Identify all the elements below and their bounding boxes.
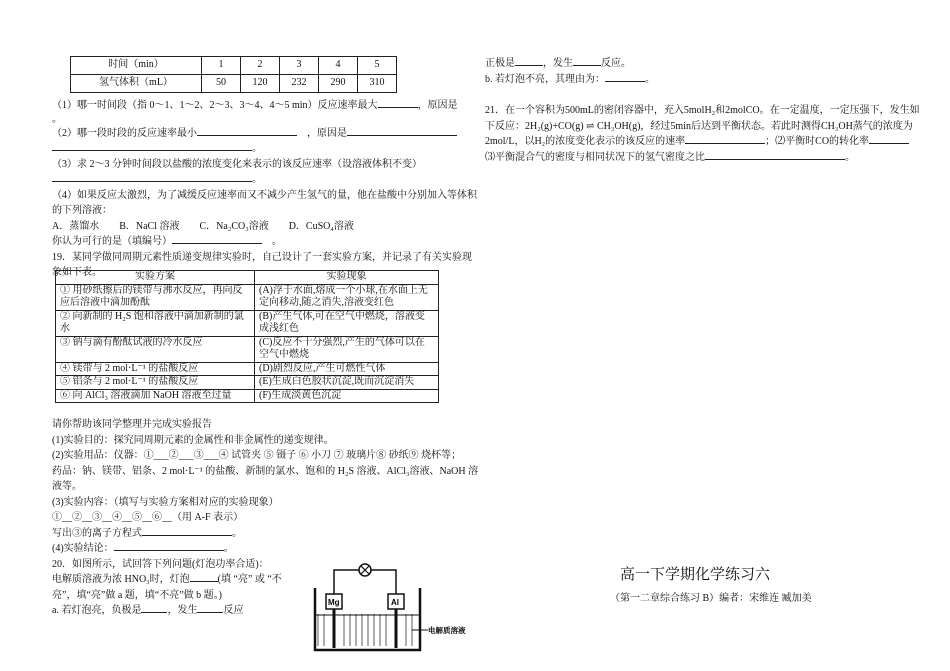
q18-line1: （1）哪一时间段（指 0～1、1～2、2～3、3～4、4～5 min）反应速率最大 (52, 100, 378, 111)
right-column (485, 56, 920, 165)
table-cell: 时间（min） (71, 57, 202, 75)
al-label: Al (391, 598, 399, 607)
answer-blank[interactable] (869, 143, 909, 144)
answer-blank[interactable] (573, 65, 601, 66)
table-cell: ② 向新制的 H₂S 饱和溶液中滴加新制的氯水 (56, 310, 255, 336)
q19-help: 请你帮助该同学整理并完成实验报告 (52, 419, 212, 430)
q20-line4: a. 若灯泡亮，负极是 (52, 605, 142, 616)
table-cell: (C)反应不十分强烈,产生的气体可以在空气中燃烧 (255, 336, 439, 362)
table-cell: 290 (319, 75, 358, 93)
q21-line3: 2mol/L，以H₂的浓度变化表示的该反应的速率 (485, 136, 686, 147)
table-cell: 3 (280, 57, 319, 75)
table-cell: (F)生成淡黄色沉淀 (255, 389, 439, 403)
table-cell: (D)剧烈反应,产生可燃性气体 (255, 362, 439, 376)
table-cell: 2 (241, 57, 280, 75)
table-cell: 1 (202, 57, 241, 75)
answer-blank[interactable] (141, 612, 167, 613)
table-cell: (A)浮于水面,熔成一个小球,在水面上无定向移动,随之消失,溶液变红色 (255, 284, 439, 310)
q18-ask-end: 。 (272, 236, 282, 247)
q19-equation: 写出③的离子方程式 (52, 527, 142, 539)
table-cell: (B)产生气体,可在空气中燃烧，溶液变成浅红色 (255, 310, 439, 336)
q20-line2: 电解质溶液为浓 HNO₃时，灯泡 (52, 574, 190, 585)
answer-blank[interactable] (197, 135, 297, 136)
q20-line3: 亮”，填“亮”做 a 题，填“不亮”做 b 题。) (52, 589, 222, 601)
table-cell: 50 (202, 75, 241, 93)
r-reason: b. 若灯泡不亮，其理由为： (485, 73, 605, 85)
table-cell: ⑤ 铝条与 2 mol·L⁻¹ 的盐酸反应 (56, 376, 255, 390)
answer-blank[interactable] (52, 150, 252, 151)
table-row (71, 75, 397, 93)
q21-line1: 21．在一个容积为500mL的密闭容器中，充入5molH₂和2molCO。在一定温度，一定压强下，发生如 (485, 105, 920, 116)
answer-blank[interactable] (114, 550, 224, 551)
q20-line4-end: 反应 (223, 605, 244, 616)
r-positive-end: 反应。 (601, 58, 631, 69)
question-18 (52, 98, 477, 281)
q19-conclusion-end: 。 (223, 543, 234, 554)
q18-line1-end: ，原因是 (417, 100, 458, 111)
table-cell: ③ 钠与滴有酚酞试液的冷水反应 (56, 336, 255, 362)
table-row (71, 57, 397, 75)
q20-line2-end: (填 “亮” 或 “不 (217, 574, 282, 585)
table-row (56, 310, 439, 336)
answer-blank[interactable] (378, 107, 418, 108)
answer-blank[interactable] (197, 612, 223, 613)
table-row (56, 389, 439, 403)
q18-line3: （3）求 2～3 分钟时间段以盐酸的浓度变化来表示的该反应速率（设溶液体积不变） (52, 158, 422, 170)
column-header: 实验现象 (255, 271, 439, 285)
q19-content: (3)实验内容：（填写与实验方案相对应的实验现象） (52, 496, 279, 508)
table-row (56, 362, 439, 376)
column-header: 实验方案 (56, 271, 255, 285)
hydrogen-volume-table (70, 56, 397, 93)
q19-conclusion: (4)实验结论： (52, 543, 114, 554)
answer-blank[interactable] (347, 135, 457, 136)
q18-line2: （2）哪一段时段的反应速率最小 (52, 127, 197, 139)
q19-purpose: (1)实验目的：探究同周期元素的金属性和非金属性的递变规律。 (52, 434, 334, 446)
page-title: 高一下学期化学练习六 (620, 567, 771, 583)
table-cell: 120 (241, 75, 280, 93)
table-cell: ⑥ 向 AlCl₃ 溶液滴加 NaOH 溶液至过量 (56, 389, 255, 403)
q19-content-blanks: ①__②__③__④__⑤__⑥__（用 A-F 表示） (52, 512, 244, 523)
table-row (56, 271, 439, 285)
q19-equation-end: 。 (232, 527, 242, 539)
q19-reagents-end: 液等。 (52, 481, 82, 492)
q18-line2-mid: ，原因是 (307, 127, 347, 139)
solution-label: 电解质溶液 (428, 626, 466, 635)
table-cell: (E)生成白色胶状沉淀,既而沉淀消失 (255, 376, 439, 390)
q21-line3-mid: ；⑵平衡时CO的转化率 (765, 136, 870, 147)
page-subtitle: （第一二章综合练习 B）编者：宋维连 臧加美 (610, 593, 812, 604)
table-cell: 310 (358, 75, 397, 93)
answer-blank[interactable] (605, 81, 645, 82)
q18-line4: （4）如果反应太激烈，为了减缓反应速率而又不减少产生氢气的量，他在盐酸中分别加入等体积 (52, 189, 477, 201)
q21-line4-end: 。 (845, 151, 855, 163)
table-cell: ① 用砂纸擦后的镁带与沸水反应，再向反应后溶液中滴加酚酞 (56, 284, 255, 310)
solution-hatching (318, 614, 412, 646)
answer-blank[interactable] (142, 535, 232, 536)
answer-blank[interactable] (515, 65, 543, 66)
q21-line4: ⑶平衡混合气的密度与相同状况下的氢气密度之比 (485, 151, 705, 163)
table-row (56, 284, 439, 310)
table-cell: 5 (358, 57, 397, 75)
table-row (56, 376, 439, 390)
table-cell: 氢气体积（mL） (71, 75, 202, 93)
answer-blank[interactable] (172, 243, 262, 244)
q18-line4b: 的下列溶液： (52, 205, 112, 216)
q19-intro: 19．某同学做同周期元素性质递变规律实验时，自己设计了一套实验方案，并记录了有关实验现 (52, 251, 472, 263)
q18-line1b: 。 (52, 113, 62, 125)
mg-label: Mg (328, 598, 340, 607)
q20-intro: 20．如图所示，试回答下列问题(灯泡功率合适)： (52, 558, 269, 570)
answer-blank[interactable] (685, 143, 765, 144)
answer-blank[interactable] (705, 159, 845, 160)
q19-instruments: (2)实验用品：仪器：①___②___③___④ 试管夹 ⑤ 镊子 ⑥ 小刀 ⑦ 玻璃片⑧ 砂纸⑨ 烧杯等； (52, 450, 462, 461)
q18-options: A．蒸馏水 B．NaCl 溶液 C．Na₂CO₃溶液 D．CuSO₄溶液 (52, 220, 354, 232)
table-cell: 4 (319, 57, 358, 75)
q19-reagents: 药品：钠、镁带、铝条、2 mol·L⁻¹ 的盐酸、新制的氯水、饱和的 H₂S 溶液、AlCl₃溶液、NaOH 溶 (52, 465, 479, 477)
q18-line2b: 。 (252, 143, 262, 154)
q18-ask: 你认为可行的是（填编号） (52, 236, 172, 247)
table-cell: ④ 镁带与 2 mol·L⁻¹ 的盐酸反应 (56, 362, 255, 376)
answer-blank[interactable] (190, 581, 218, 582)
table-row (56, 336, 439, 362)
q20-line4-mid: ，发生 (167, 605, 198, 616)
q18-line3b: 。 (252, 174, 262, 185)
r-positive: 正极是 (485, 58, 515, 69)
r-reason-end: 。 (645, 73, 655, 85)
table-cell: 232 (280, 75, 319, 93)
q21-line2: 下反应：2H₂(g)+CO(g) ⇌ CH₃OH(g)，经过5min后达到平衡状态。若此时测得CH₃OH蒸气的浓度为 (485, 120, 913, 132)
q19-intro2: 象如下表。 (52, 267, 102, 278)
r-positive-mid: ，发生 (543, 58, 573, 69)
experiment-table (55, 270, 439, 403)
answer-blank[interactable] (52, 181, 252, 182)
galvanic-cell-diagram (300, 560, 466, 660)
